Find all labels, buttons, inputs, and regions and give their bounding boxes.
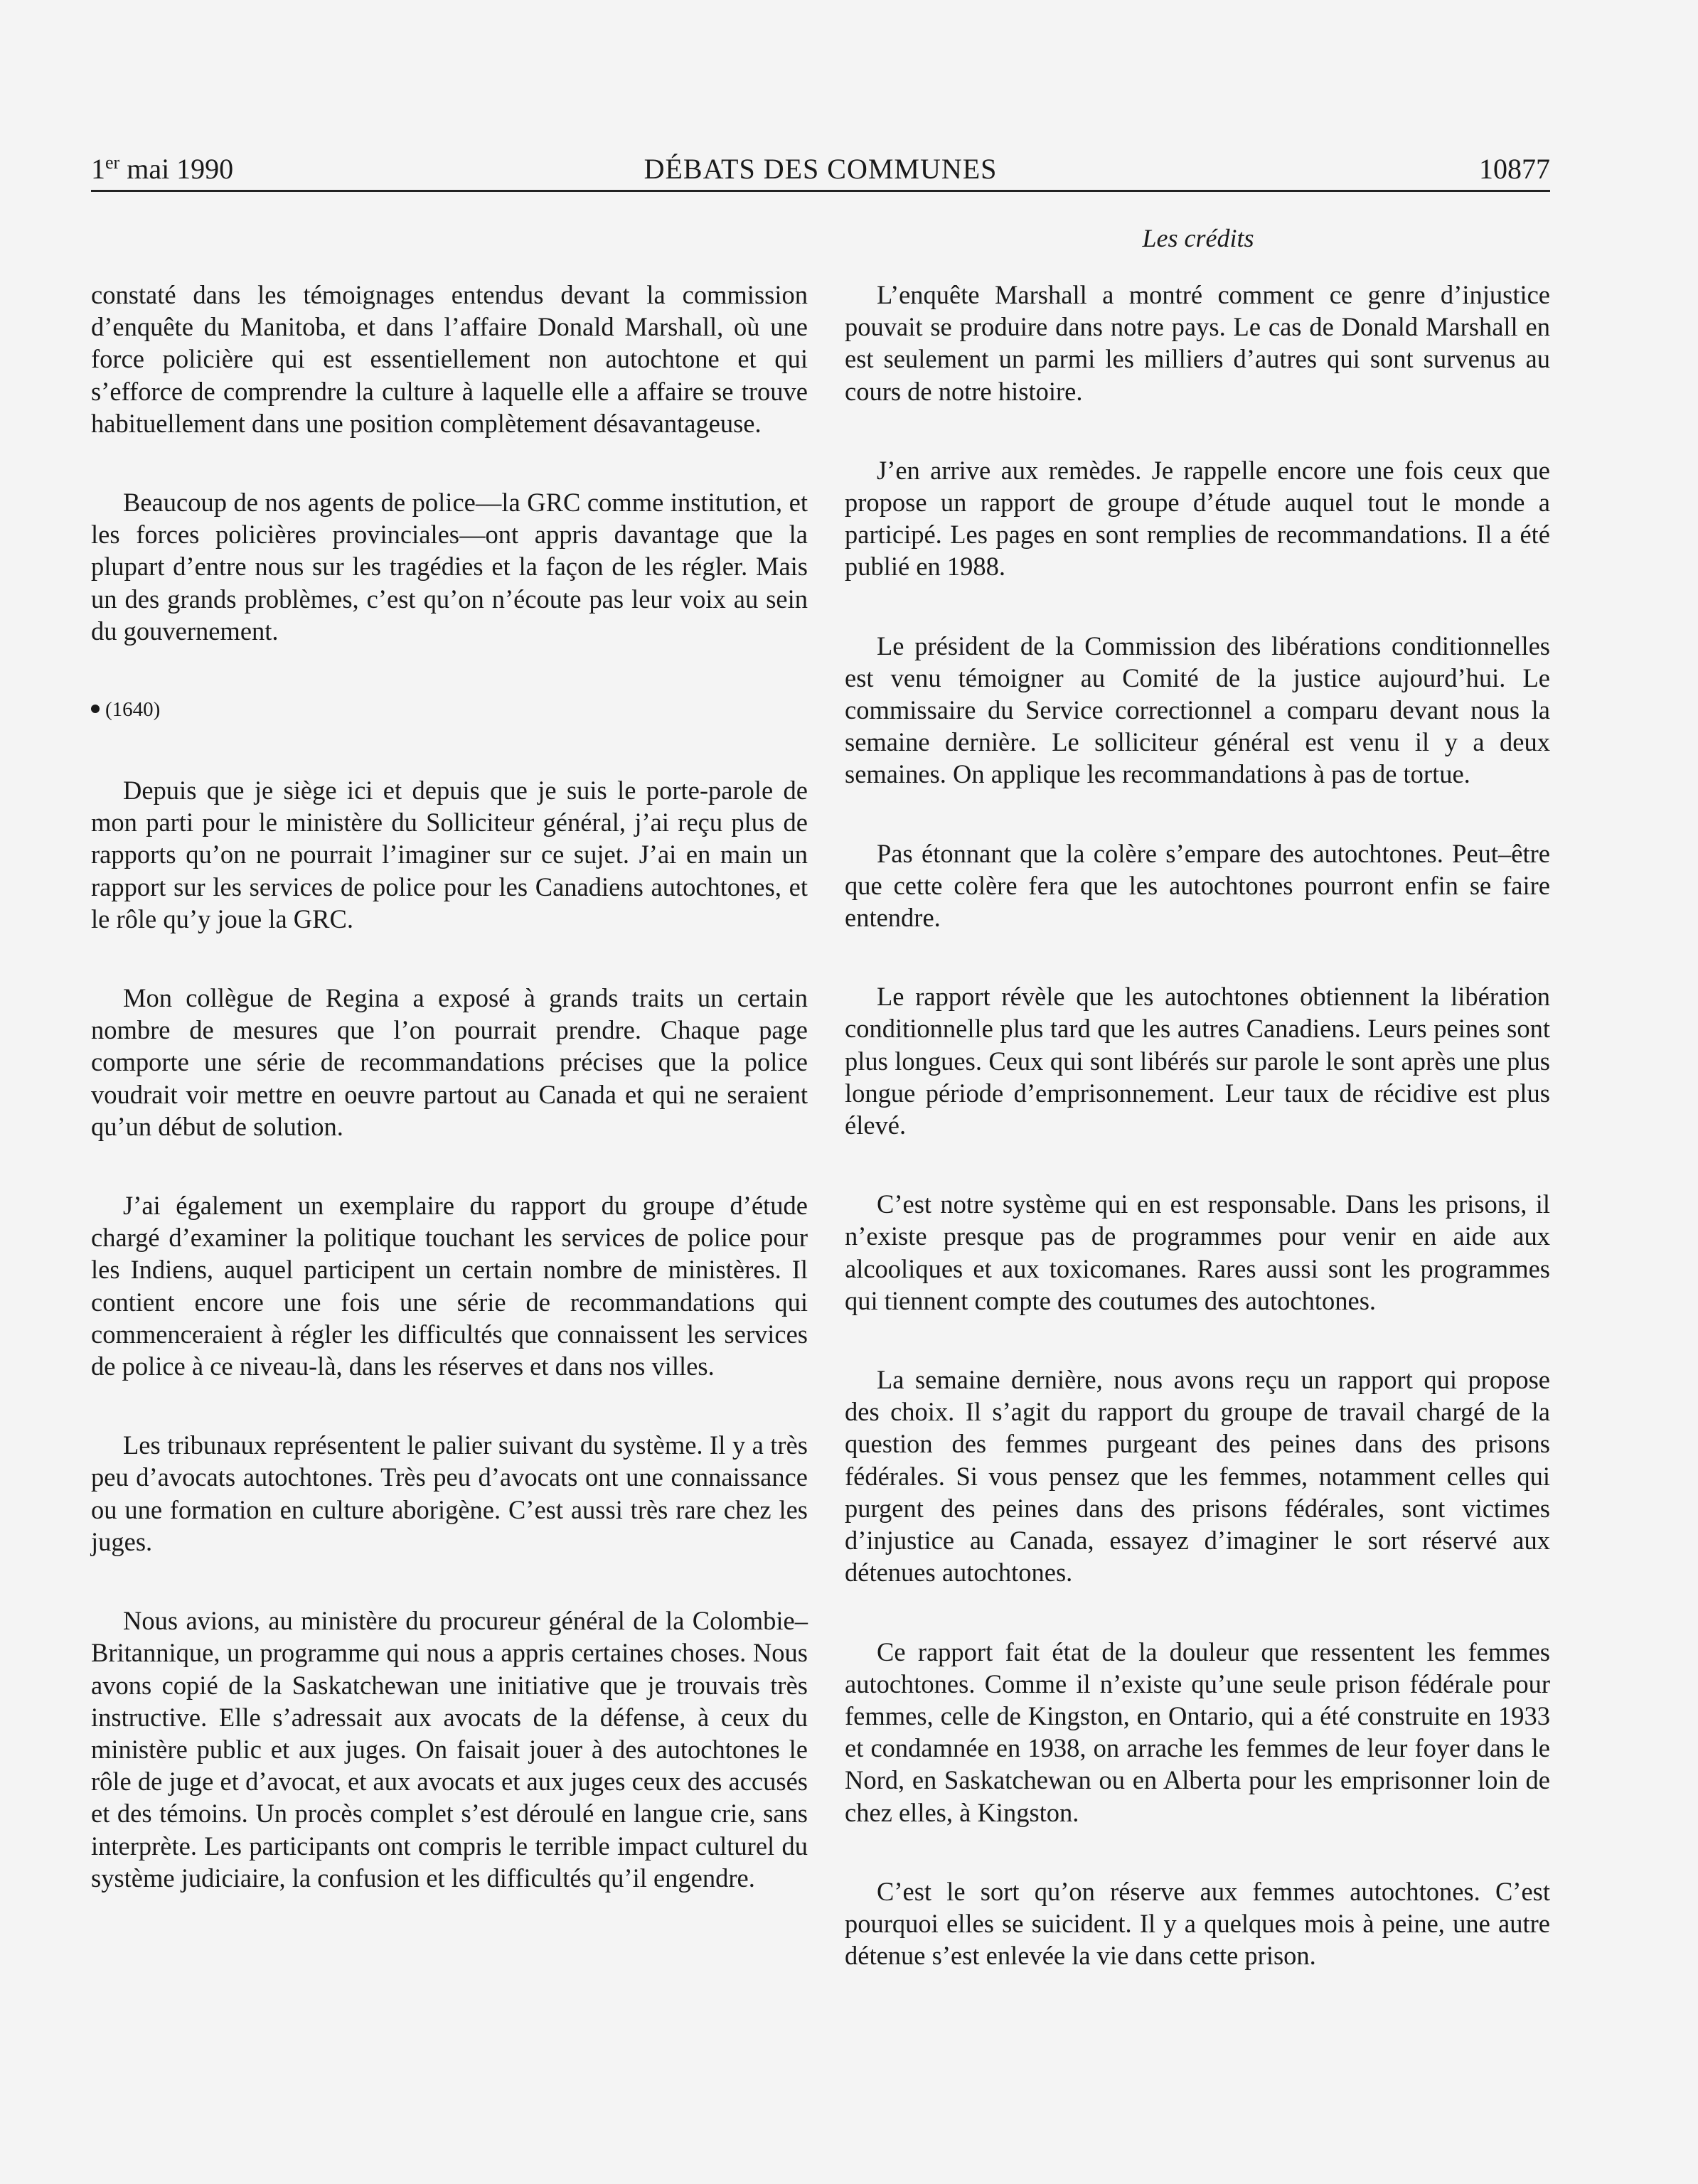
bullet-icon	[91, 705, 100, 713]
left-column	[91, 279, 808, 1894]
header-date-day: 1	[91, 153, 105, 185]
right-paragraph-9: C’est le sort qu’on réserve aux femmes autochtones. C’est pourquoi elles se suicident. Il y a quelques mois à peine, une autre détenue s’est enlevée la vie dans cette prison.	[845, 1876, 1550, 1971]
timestamp-text: (1640)	[105, 698, 161, 722]
left-paragraph-4: Mon collègue de Regina a exposé à grands traits un certain nombre de mesures que l’on pourrait prendre. Chaque page comporte une série de recommandations précises que la police voudrait voir mettre en oeuvre partout au Canada et qui ne seraient qu’un début de solution.	[91, 983, 808, 1141]
header-title: DÉBATS DES COMMUNES	[644, 153, 998, 185]
right-paragraph-5: Le rapport révèle que les autochtones obtiennent la libération conditionnelle plus tard que les autres Canadiens. Leurs peines sont plus longues. Ceux qui sont libérés sur parole le sont après une plus longue période d’emprisonnement. Leur taux de récidive est plus élevé.	[845, 982, 1550, 1140]
left-paragraph-6: Les tribunaux représentent le palier suivant du système. Il y a très peu d’avocats autochtones. Très peu d’avocats ont une connaissance ou une formation en culture aborigène. C’est aussi très rare chez les juges.	[91, 1430, 808, 1556]
header-date-rest: mai 1990	[119, 153, 234, 185]
right-paragraph-8: Ce rapport fait état de la douleur que ressentent les femmes autochtones. Comme il n’existe qu’une seule prison fédérale pour femmes, celle de Kingston, en Ontario, qui a été construite en 1933 et condamnée en 1938, on arrache les femmes de leur foyer dans le Nord, en Saskatchewan ou en Alberta pour les emprisonner loin de chez elles, à Kingston.	[845, 1637, 1550, 1827]
header-date-sup: er	[105, 152, 120, 173]
timestamp-marker	[91, 694, 808, 726]
right-paragraph-4: Pas étonnant que la colère s’empare des autochtones. Peut–être que cette colère fera que les autochtones pourront enfin se faire entendre.	[845, 838, 1550, 933]
left-paragraph-2: Beaucoup de nos agents de police—la GRC comme institution, et les forces policières provinciales—ont appris davantage que la plupart d’entre nous sur les tragédies et la façon de les régler. Mais un des grands problèmes, c’est qu’on n’écoute pas leur voix au sein du gouvernement.	[91, 488, 808, 646]
right-paragraph-2: J’en arrive aux remèdes. Je rappelle encore une fois ceux que propose un rapport de groupe d’étude auquel tout le monde a participé. Les pages en sont remplies de recommandations. Il a été publié en 1988.	[845, 455, 1550, 582]
left-paragraph-1: constaté dans les témoignages entendus devant la commission d’enquête du Manitoba, et dans l’affaire Donald Marshall, où une force policière qui est essentiellement non autochtone et qui s’efforce de comprendre la culture à laquelle elle a affaire se trouve habituellement dans une position complètement désavantageuse.	[91, 280, 808, 438]
header-page-number: 10877	[1479, 153, 1550, 185]
left-paragraph-5: J’ai également un exemplaire du rapport du groupe d’étude chargé d’examiner la politique touchant les services de police pour les Indiens, auquel participent un certain nombre de ministères. Il contient encore une fois une série de recommandations qui commenceraient à régler les difficultés que connaissent les services de police à ce niveau-là, dans les réserves et dans nos villes.	[91, 1191, 808, 1381]
section-label: Les crédits	[1142, 224, 1254, 252]
right-column	[845, 279, 1550, 1971]
right-paragraph-3: Le président de la Commission des libérations conditionnelles est venu témoigner au Comité de la justice aujourd’hui. Le commissaire du Service correctionnel a comparu devant nous la semaine dernière. Le solliciteur général est venu il y a deux semaines. On applique les recommandations à pas de tortue.	[845, 631, 1550, 789]
left-paragraph-3: Depuis que je siège ici et depuis que je suis le porte-parole de mon parti pour le ministère du Solliciteur général, j’ai reçu plus de rapports qu’on ne pourrait l’imaginer sur ce sujet. J’ai en main un rapport sur les services de police pour les Canadiens autochtones, et le rôle qu’y joue la GRC.	[91, 776, 808, 933]
page-header	[91, 146, 1550, 192]
left-paragraph-7: Nous avions, au ministère du procureur général de la Colombie–Britannique, un programme qui nous a appris certaines choses. Nous avons copié de la Saskatchewan une initiative que je trouvais très instructive. Elle s’adressait aux avocats de la défense, à ceux du ministère public et aux juges. On faisait jouer à des autochtones le rôle de juge et d’avocat, et aux avocats et aux juges ceux des accusés et des témoins. Un procès complet s’est déroulé en langue crie, sans interprète. Les participants ont compris le terrible impact culturel du système judiciaire, la confusion et les difficultés qu’il engendre.	[91, 1606, 808, 1893]
right-paragraph-1: L’enquête Marshall a montré comment ce genre d’injustice pouvait se produire dans notre pays. Le cas de Donald Marshall en est seulement un parmi les milliers d’autres qui sont survenus au cours de notre histoire.	[845, 280, 1550, 406]
right-paragraph-6: C’est notre système qui en est responsable. Dans les prisons, il n’existe presque pas de programmes pour venir en aide aux alcooliques et aux toxicomanes. Rares aussi sont les programmes qui tiennent compte des coutumes des autochtones.	[845, 1189, 1550, 1315]
right-paragraph-7: La semaine dernière, nous avons reçu un rapport qui propose des choix. Il s’agit du rapport du groupe de travail chargé de la question des femmes purgeant des peines dans des prisons fédérales. Si vous pensez que les femmes, notamment celles qui purgent des peines dans des prisons fédérales, sont victimes d’injustice au Canada, essayez d’imaginer le sort réservé aux détenues autochtones.	[845, 1365, 1550, 1588]
